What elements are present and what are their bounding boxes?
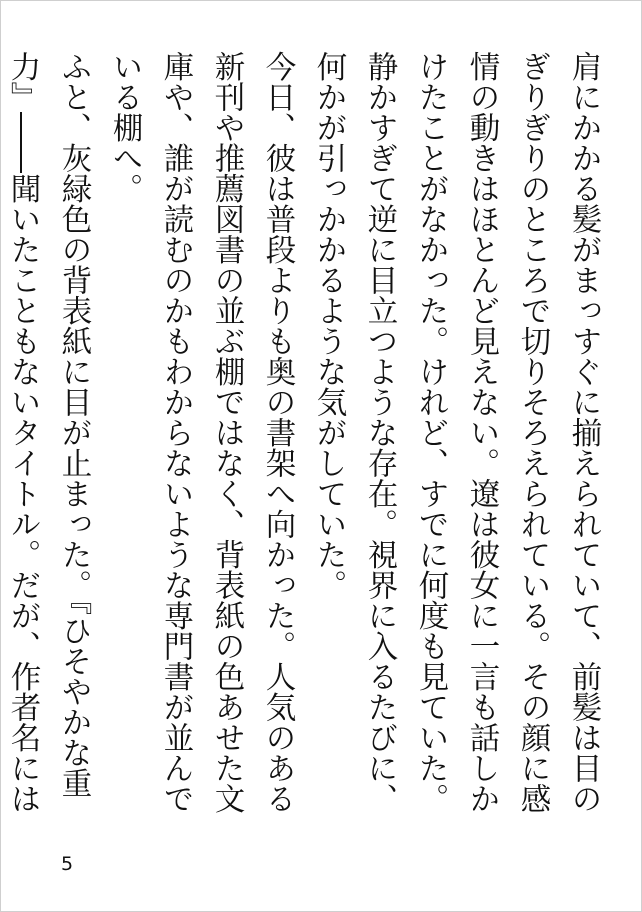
paragraph-3: ふと、灰緑色の背表紙に目が止まった。『ひそやかな重力』――聞いたこともないタイトル。だが、作者名には [5, 51, 91, 814]
paragraph-1: 肩にかかる髪がまっすぐに揃えられていて、前髪は目のぎりぎりのところで切りそろえられている。その顔に感情の動きはほとんど見えない。遼は彼女に一言も話しかけたことがなかった。けれど、すでに何度も見ていた。静かすぎて逆に目立つような存在。視界に入るたびに、何かが引っかかるような気がしていた。 [311, 51, 601, 814]
page-number: 5 [61, 853, 74, 875]
vertical-text-body [5, 51, 609, 841]
paragraph-2: 今日、彼は普段よりも奥の書架へ向かった。人気のある新刊や推薦図書の並ぶ棚ではなく、背表紙の色あせた文庫や、誰が読むのかもわからないような専門書が並んでいる棚へ。 [107, 51, 295, 814]
